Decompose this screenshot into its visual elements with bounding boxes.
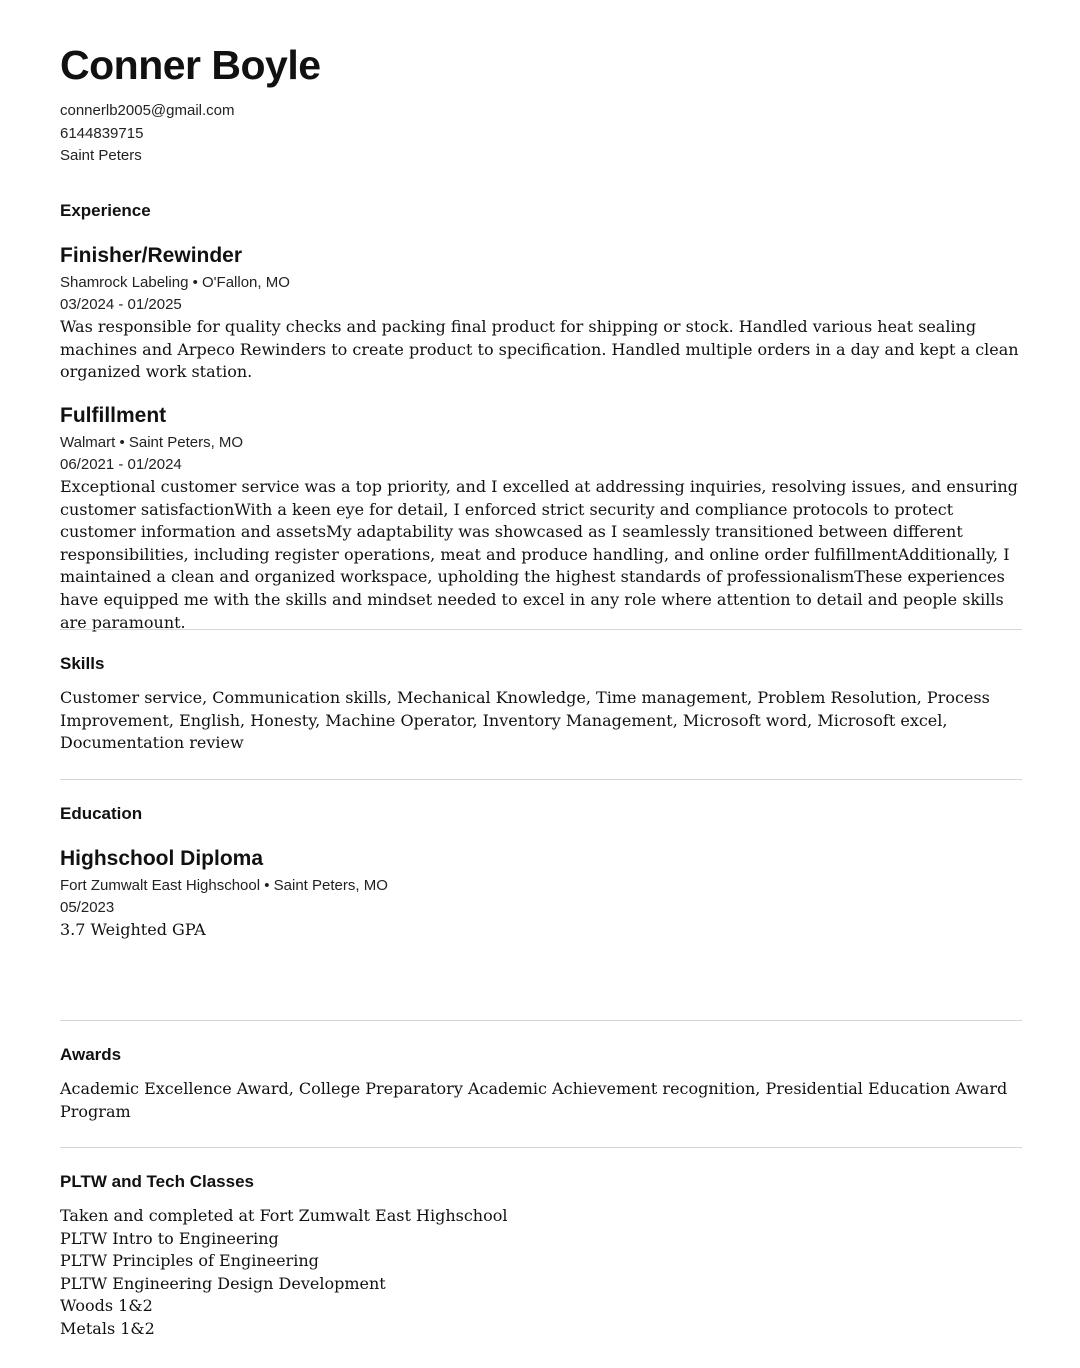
job-title: Fulfillment: [60, 404, 167, 427]
classes-heading: PLTW and Tech Classes: [60, 1172, 254, 1191]
job-description: Was responsible for quality checks and packing final product for shipping or stock. Handled various heat sealing machines and Arpeco Rewinders to create product to specification. Handled multiple orders in a day and kept a clean organized work station.: [60, 317, 1019, 382]
list-item: Taken and completed at Fort Zumwalt East Highschool: [60, 1206, 508, 1225]
education-date: 05/2023: [60, 899, 115, 916]
location: Saint Peters: [60, 147, 142, 164]
job-description: Exceptional customer service was a top priority, and I excelled at addressing inquiries, resolving issues, and ensuring customer satisfactionWith a keen eye for detail, I enforced strict security and compliance protocols to protect customer information and assetsMy adaptability was showcased as I seamlessly transitioned between different responsibilities, including register operations, meat and produce handling, and online order fulfillmentAdditionally, I maintained a clean and organized workspace, upholding the highest standards of professionalismThese experiences have equipped me with the skills and mindset needed to excel in any role where attention to detail and people skills are paramount.: [60, 477, 1018, 632]
education-heading: Education: [60, 804, 143, 823]
contact-block: [60, 100, 235, 168]
awards-heading: Awards: [60, 1045, 122, 1064]
phone: 6144839715: [60, 124, 144, 142]
list-item: PLTW Principles of Engineering: [60, 1251, 319, 1271]
list-item: PLTW Intro to Engineering: [60, 1228, 279, 1248]
section-divider: [60, 1020, 1022, 1021]
section-divider: [60, 1147, 1022, 1148]
email: connerlb2005@gmail.com: [60, 102, 235, 119]
experience-heading: Experience: [60, 201, 151, 220]
job-company: Shamrock Labeling • O'Fallon, MO: [60, 274, 290, 291]
list-item: PLTW Engineering Design Development: [60, 1273, 386, 1293]
classes-list: [60, 1205, 1022, 1341]
list-item: Woods 1&2: [60, 1296, 153, 1316]
job-company: Walmart • Saint Peters, MO: [60, 434, 244, 451]
candidate-name: Conner Boyle: [60, 42, 321, 88]
skills-text: Customer service, Communication skills, Mechanical Knowledge, Time management, Problem Resolution, Process Improvement, English, Honesty, Machine Operator, Inventory Management, Microsoft word, Microsoft excel, Documentation review: [60, 688, 990, 753]
job-dates: 06/2021 - 01/2024: [60, 456, 182, 473]
section-divider: [60, 629, 1022, 630]
job-dates: 03/2024 - 01/2025: [60, 296, 182, 313]
skills-heading: Skills: [60, 654, 105, 673]
awards-text: Academic Excellence Award, College Preparatory Academic Achievement recognition, Presidential Education Award Program: [60, 1079, 1008, 1121]
degree-title: Highschool Diploma: [60, 847, 264, 870]
school-line: Fort Zumwalt East Highschool • Saint Peters, MO: [60, 877, 388, 894]
list-item: Metals 1&2: [60, 1318, 155, 1338]
section-divider: [60, 779, 1022, 780]
job-title: Finisher/Rewinder: [60, 244, 243, 267]
education-detail: 3.7 Weighted GPA: [60, 920, 206, 939]
